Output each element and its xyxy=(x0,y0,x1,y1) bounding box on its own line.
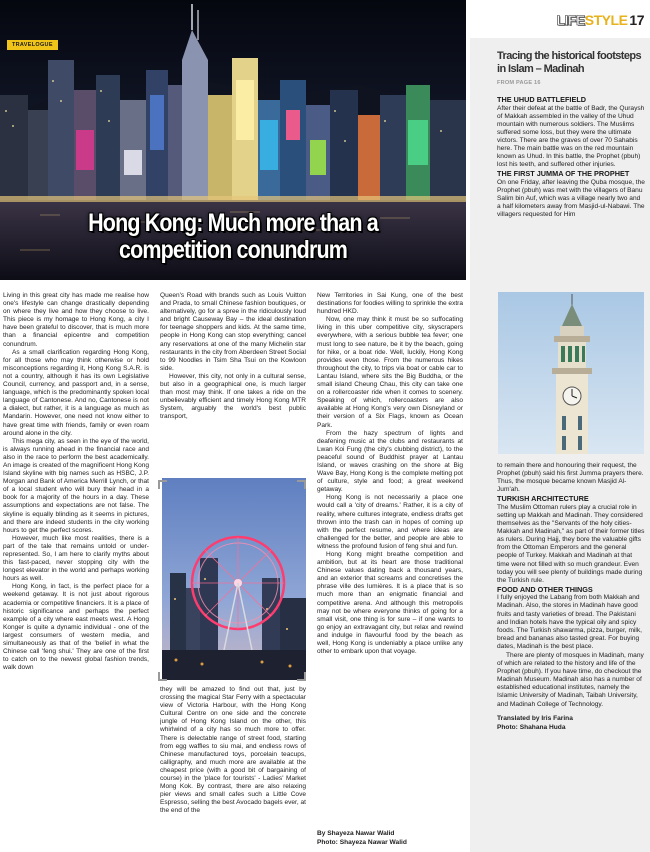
paragraph: I fully enjoyed the Labang from both Makkah and Madinah. Also, the stores in Madinah have good fruits and tasty varieties of bread. The Pakistani and Indian hotels have the typical oily and spicy foods. The Turkish shawarma, pizza, burger, milk, bread and bananas also tasted great. For buying dates, Madinah is the best place. xyxy=(497,594,643,650)
photo-credit: Photo: Shayeza Nawar Walid xyxy=(317,838,407,846)
sidebar-photo-credit: Photo: Shahana Huda xyxy=(497,723,566,731)
page-number: 17 xyxy=(629,12,644,28)
paragraph: There are plenty of mosques in Madinah, many of which are related to the history and life of the Prophet (pbuh). If you have time, do checkout the Madinah Museum. Madinah also has a number of established educational institutes, namely the Islamic University of Madinah, Taibah University, and Madinah College of Technology. xyxy=(497,651,644,708)
paragraph: This mega city, as seen in the eye of the world, is always running ahead in the financial race and also in the race to perform the best academically. An image is created of the magnificent Hong Kong Island skyline with big names such as HSBC, J.P. Morgan and Bank of America Merrill Lynch, or that of a local student who will bury their head in a book for a majority of the hours in a day. These assumptions and expectations are not false. The skyline is equally blinding as it seems in pictures, and there are indeed students in the city working hours to get the perfect scores. xyxy=(3,437,149,534)
headline-line-2: competition conundrum xyxy=(118,236,347,264)
paragraph: they will be amazed to find out that, just by crossing the magical Star Ferry with a spectacular view of Victoria Harbour, with the Hong Kong Cultural Centre on one side and the concrete jungle of Hong Kong Island on the other, this whirlwind of a city has so much more to offer. There is delectable range of street food, starting from egg waffles to siu mai, and endless rows of Chinese manufactured toys, porcelain teacups, calligraphy, and much more are available at the cheapest price (with a good bit of bargaining of course) in the 'place for tourists' - Ladies' Market Mong Kok. By contrast, there are also relaxing pier views and small cafes such a Little Cove Espresso, selling the best Avocado bagels ever, at the end of the xyxy=(160,686,306,815)
translator-credit: Translated by Iris Farina xyxy=(497,714,573,722)
sidebar-text-bottom xyxy=(497,462,645,852)
crop-mark xyxy=(158,672,167,681)
paragraph: Hong Kong, in fact, is the perfect place for a weekend getaway. It is not just about rigorous academia or competitive financiers. It is a place of historic significance and perhaps the perfect example of a city where east meets west. A Hong Konger is quite a dynamic individual - one of the largest consumers of western media, and simultaneously as that of the 'belief in what the Chinese call 'feng shui.' They are one of the first to catch on to the newest global fashion trends, walk down xyxy=(3,583,149,672)
article-column-1 xyxy=(3,292,149,852)
masthead-style: STYLE xyxy=(584,12,628,28)
paragraph: After their defeat at the battle of Badr, the Quraysh of Makkah assembled in the valley of the Uhud mountain with numerous soldiers. The Muslims suffered some loss, but they were the ultimate victors. There are the graves of over 70 Sahabis here. The main battle was on the red mountain known as Uhud. In this battle, the Prophet (pbuh) lost his teeth, and suffered other injuries. xyxy=(497,104,645,169)
hero-photo xyxy=(0,0,466,280)
paragraph: However, this city, not only in a cultural sense, but also in a geographical one, is much larger than most may think. If one takes a ride on the unbelievably efficient and timely Hong Kong MTR System, arguably the world's best public transport, xyxy=(160,372,306,421)
crop-mark xyxy=(158,480,167,489)
masthead-life: LIFE xyxy=(556,12,585,28)
subheading: TURKISH ARCHITECTURE xyxy=(497,494,589,504)
paragraph: Queen's Road with brands such as Louis Vuitton and Prada, to small Chinese fashion boutiques, or alternatively, go for a spree in the ridiculously loud and bright Causeway Bay – the ideal destination for teenage shoppers and kids. At the same time, people in Hong Kong can stop everything; cancel any reservations at one of the many Michelin star restaurants in the city from Aberdeen Street Social to 99 Noodles in Tsim Sha Tsui on the Kowloon side. xyxy=(160,292,306,372)
article-column-2-top xyxy=(160,292,306,472)
from-page-label: FROM PAGE 16 xyxy=(497,80,541,86)
ferris-wheel-photo xyxy=(162,478,306,680)
article-column-2-bottom xyxy=(160,686,306,852)
crop-mark xyxy=(297,480,306,489)
paragraph: On one Friday, after leaving the Quba mosque, the Prophet (pbuh) was met with the villagers of Banu Salim bin Auf, which was a village nearly two and a half kilometers away from Masjid-ul-Nabawi. The villagers requested for Him xyxy=(497,178,645,219)
masthead xyxy=(552,12,644,28)
paragraph: As a small clarification regarding Hong Kong, for all those who may think otherwise or hold misconceptions regarding it, Hong Kong S.A.R. is not a country, although it has its own Legislative Council, currency, and passport and, in a sense, language, which is the predominantly spoken local language of Cantonese. And no, Cantonese is not a dialect, but rather, it is a language as much as Mandarin. However, one need not know either to have great time with friends, family or even roam around alone in the city. xyxy=(3,348,149,437)
headline-line-1: Hong Kong: Much more than a xyxy=(88,209,378,237)
ferris-wheel-image xyxy=(162,478,306,680)
paragraph: Hong Kong might breathe competition and ambition, but at its heart are those traditional Chinese values dating back a thousand years, and an exterior that screams and concretises the phrase ville des lumières. It is a place that is so much more than an enigmatic financial and competitive arena. And although this metropolis may not be where everyone thinks of going for a small visit, one thing is for sure – if one wants to go enjoy an extravagant city, but relax and rewind and indulge in flavourful food by the beach as well, Hong Kong is undeniably a place unlike any other to embark upon that voyage. xyxy=(317,551,463,656)
subheading: THE FIRST JUMMA OF THE PROPHET xyxy=(497,169,630,179)
crop-mark xyxy=(297,672,306,681)
article-column-3 xyxy=(317,292,463,827)
mosque-tower-photo xyxy=(498,292,644,454)
section-tag: TRAVELOGUE xyxy=(7,40,58,50)
paragraph: Now, one may think it must be so suffocating living in this uber competitive city, skyscrapers everywhere, with a serious bubble tea fever; one must long to see nature, be it by the beach, going for hike, or a boat ride. Well, luckily, Hong Kong provides even those. From the numerous hikes throughout the city, to trips via boat or cable car to Lantau Island, where sits the Big Buddha, or the small island Cheung Chau, this city can take one on a rollercoaster ride when it comes to scenery. Speaking of which, rollercoasters are also available at Hong Kong's very own Disneyland or their version of a Six Flags, known as Ocean Park. xyxy=(317,316,463,429)
subheading: FOOD AND OTHER THINGS xyxy=(497,584,593,594)
sidebar-title: Tracing the historical footsteps in Islam – Madinah xyxy=(497,50,641,75)
paragraph: New Territories in Sai Kung, one of the best destinations for foodies willing to sprinkle the extra hundred HKD. xyxy=(317,292,463,316)
paragraph: Hong Kong is not necessarily a place one would call a 'city of dreams.' Rather, it is a city of reality, where cultures integrate, endless drafts get thrown into the trash can in hopes of coming up with the perfect resume, and where ideas are challenged for the better, and people are able to witness the profound fusion of feng shui and fun. xyxy=(317,494,463,550)
minaret-image xyxy=(498,292,644,454)
byline-block xyxy=(317,830,463,847)
headline xyxy=(33,210,434,264)
sidebar-text-top xyxy=(497,96,645,286)
paragraph: However, much like most realities, there is a part of the tale that remains untold or under-represented. So, I am here to clarify myths about this fast-paced, never stopping city with the longest elevator in the world and perhaps working hours as well. xyxy=(3,534,149,583)
paragraph: Living in this great city has made me realise how one's lifestyle can change drastically depending on where they live and how they choose to live. This piece is my homage to Hong Kong, a city I have been grateful to discover, that is much more than a financial epicentre and competition conundrum. xyxy=(3,292,149,348)
paragraph: The Muslim Ottoman rulers play a crucial role in setting up Makkah and Madinah. They considered themselves as the "Servants of the holy cities- Makkah and Madinah," as part of their former titles as rulers. During Hajj, they bore the valuable gifts from the Ottoman Emperors and the general people of Turkey. Makkah and Madinah at that time were not filled with so much grandeur. Even today you will see plenty of buildings made during the Turkish rule. xyxy=(497,503,645,584)
paragraph: to remain there and honouring their request, the Prophet (pbuh) said his first Jumma prayers there. Thus, the mosque became known Masjid Al-Jum'ah. xyxy=(497,462,644,494)
byline: By Shayeza Nawar Walid xyxy=(317,830,395,837)
paragraph: From the hazy spectrum of lights and deafening music at the clubs and restaurants at Lwan Koi Fung (the city's clubbing district), to the peaceful sound of Buddhist prayer at Lantau Island, or waves crashing on the shore at Big Wave Bay, Hong Kong is the complete melting pot of culture, style and food; a great weekend getaway. xyxy=(317,429,463,494)
subheading: THE UHUD BATTLEFIELD xyxy=(497,96,587,104)
